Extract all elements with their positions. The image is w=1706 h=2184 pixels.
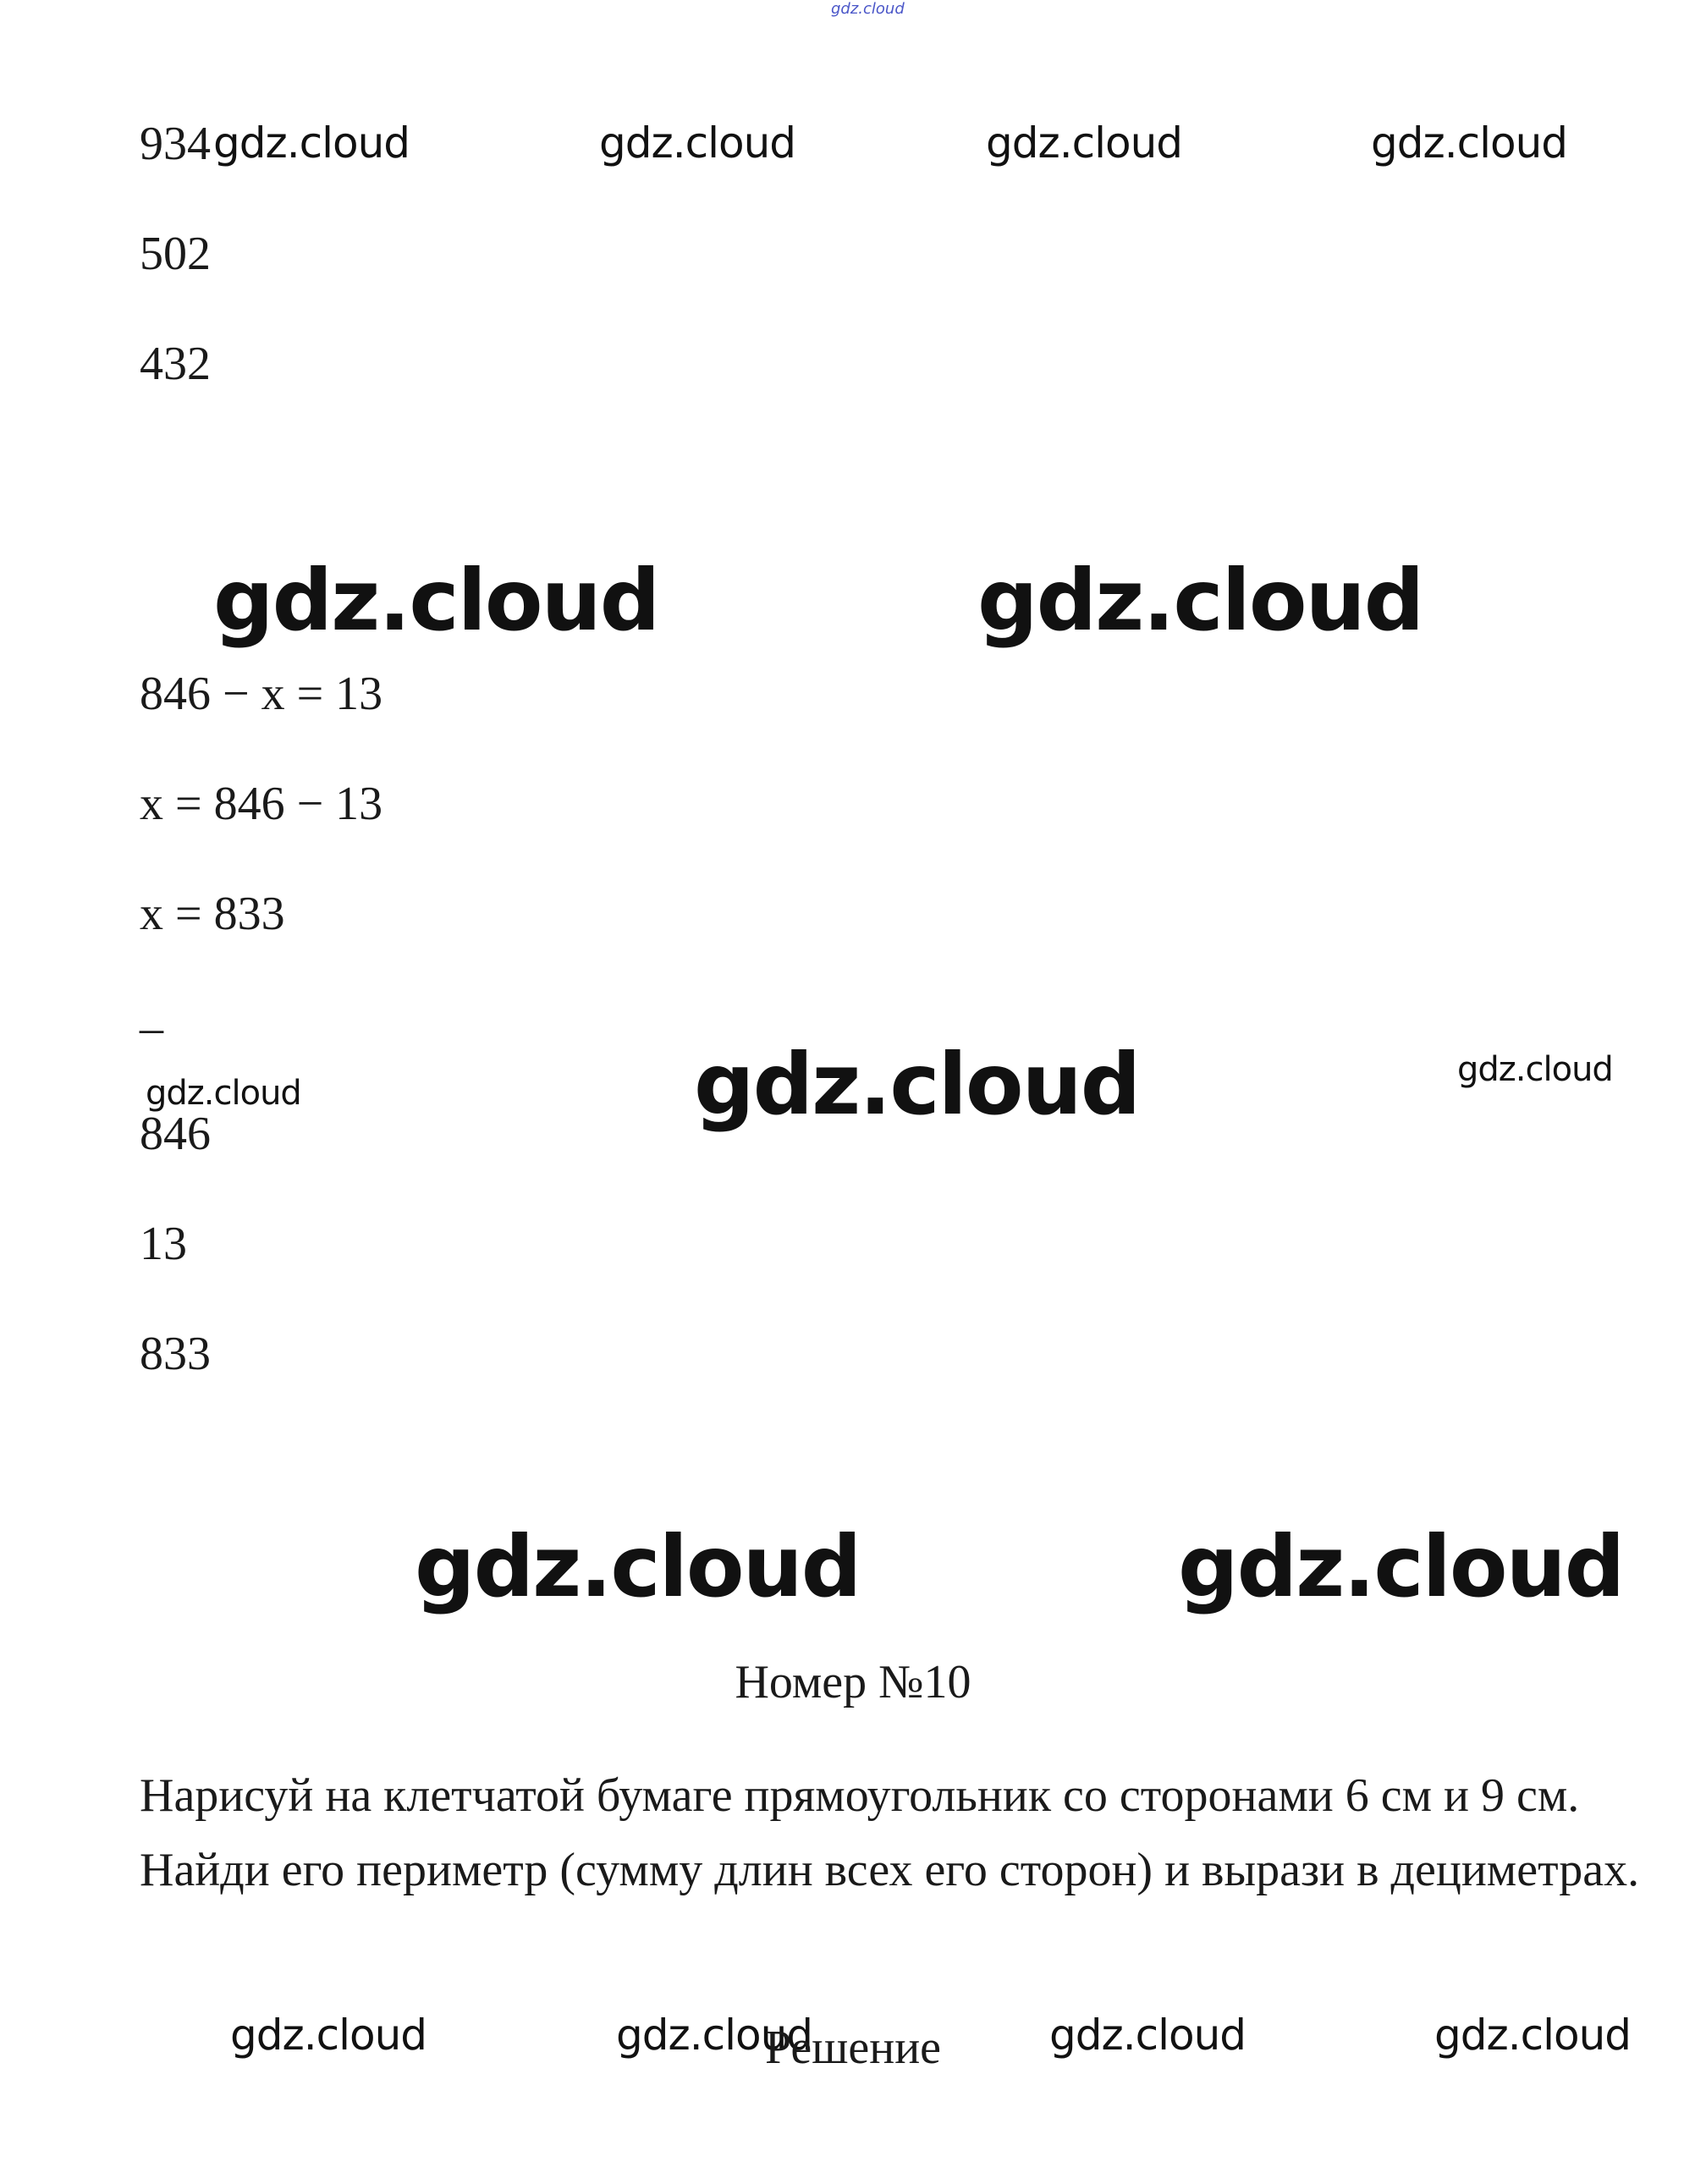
task-text: Нарисуй на клетчатой бумаге прямоугольник со сторонами 6 см и 9 см. Найди его периметр (сумму длин всех его сторон) и вырази в дециметрах. <box>140 1769 1640 1896</box>
watermark: gdz.cloud <box>599 118 796 168</box>
task-heading: Номер №10 <box>735 1656 971 1708</box>
watermark-large: gdz.cloud <box>1178 1517 1624 1616</box>
equation-line-1: 846 − x = 13 <box>140 668 383 720</box>
watermark-large: gdz.cloud <box>213 551 659 650</box>
watermark-large: gdz.cloud <box>415 1517 861 1616</box>
equation-line-3: x = 833 <box>140 888 285 940</box>
calc2-second-number: 13 <box>140 1218 187 1270</box>
calc2-result: 833 <box>140 1328 211 1380</box>
watermark: gdz.cloud <box>616 2011 813 2060</box>
watermark-small: gdz.cloud <box>1457 1050 1613 1089</box>
watermark-large: gdz.cloud <box>977 551 1423 650</box>
watermark: gdz.cloud <box>230 2011 427 2060</box>
solution-label: Решение <box>764 2022 942 2074</box>
watermark: gdz.cloud <box>986 118 1183 168</box>
watermark: gdz.cloud <box>1049 2011 1246 2060</box>
calc1-second-number: 502 <box>140 228 211 280</box>
watermark: gdz.cloud <box>213 118 410 168</box>
calc2-minus-sign: _ <box>140 986 163 1038</box>
calc1-result: 432 <box>140 338 211 390</box>
equation-line-2: x = 846 − 13 <box>140 778 383 830</box>
watermark-large: gdz.cloud <box>694 1035 1140 1134</box>
watermark: gdz.cloud <box>1434 2011 1632 2060</box>
watermark: gdz.cloud <box>1371 118 1568 168</box>
watermark-small: gdz.cloud <box>146 1074 301 1113</box>
watermark-top: gdz.cloud <box>831 0 905 18</box>
calc1-first-number: 934 <box>140 118 211 170</box>
calc2-first-number: 846 <box>140 1108 211 1160</box>
